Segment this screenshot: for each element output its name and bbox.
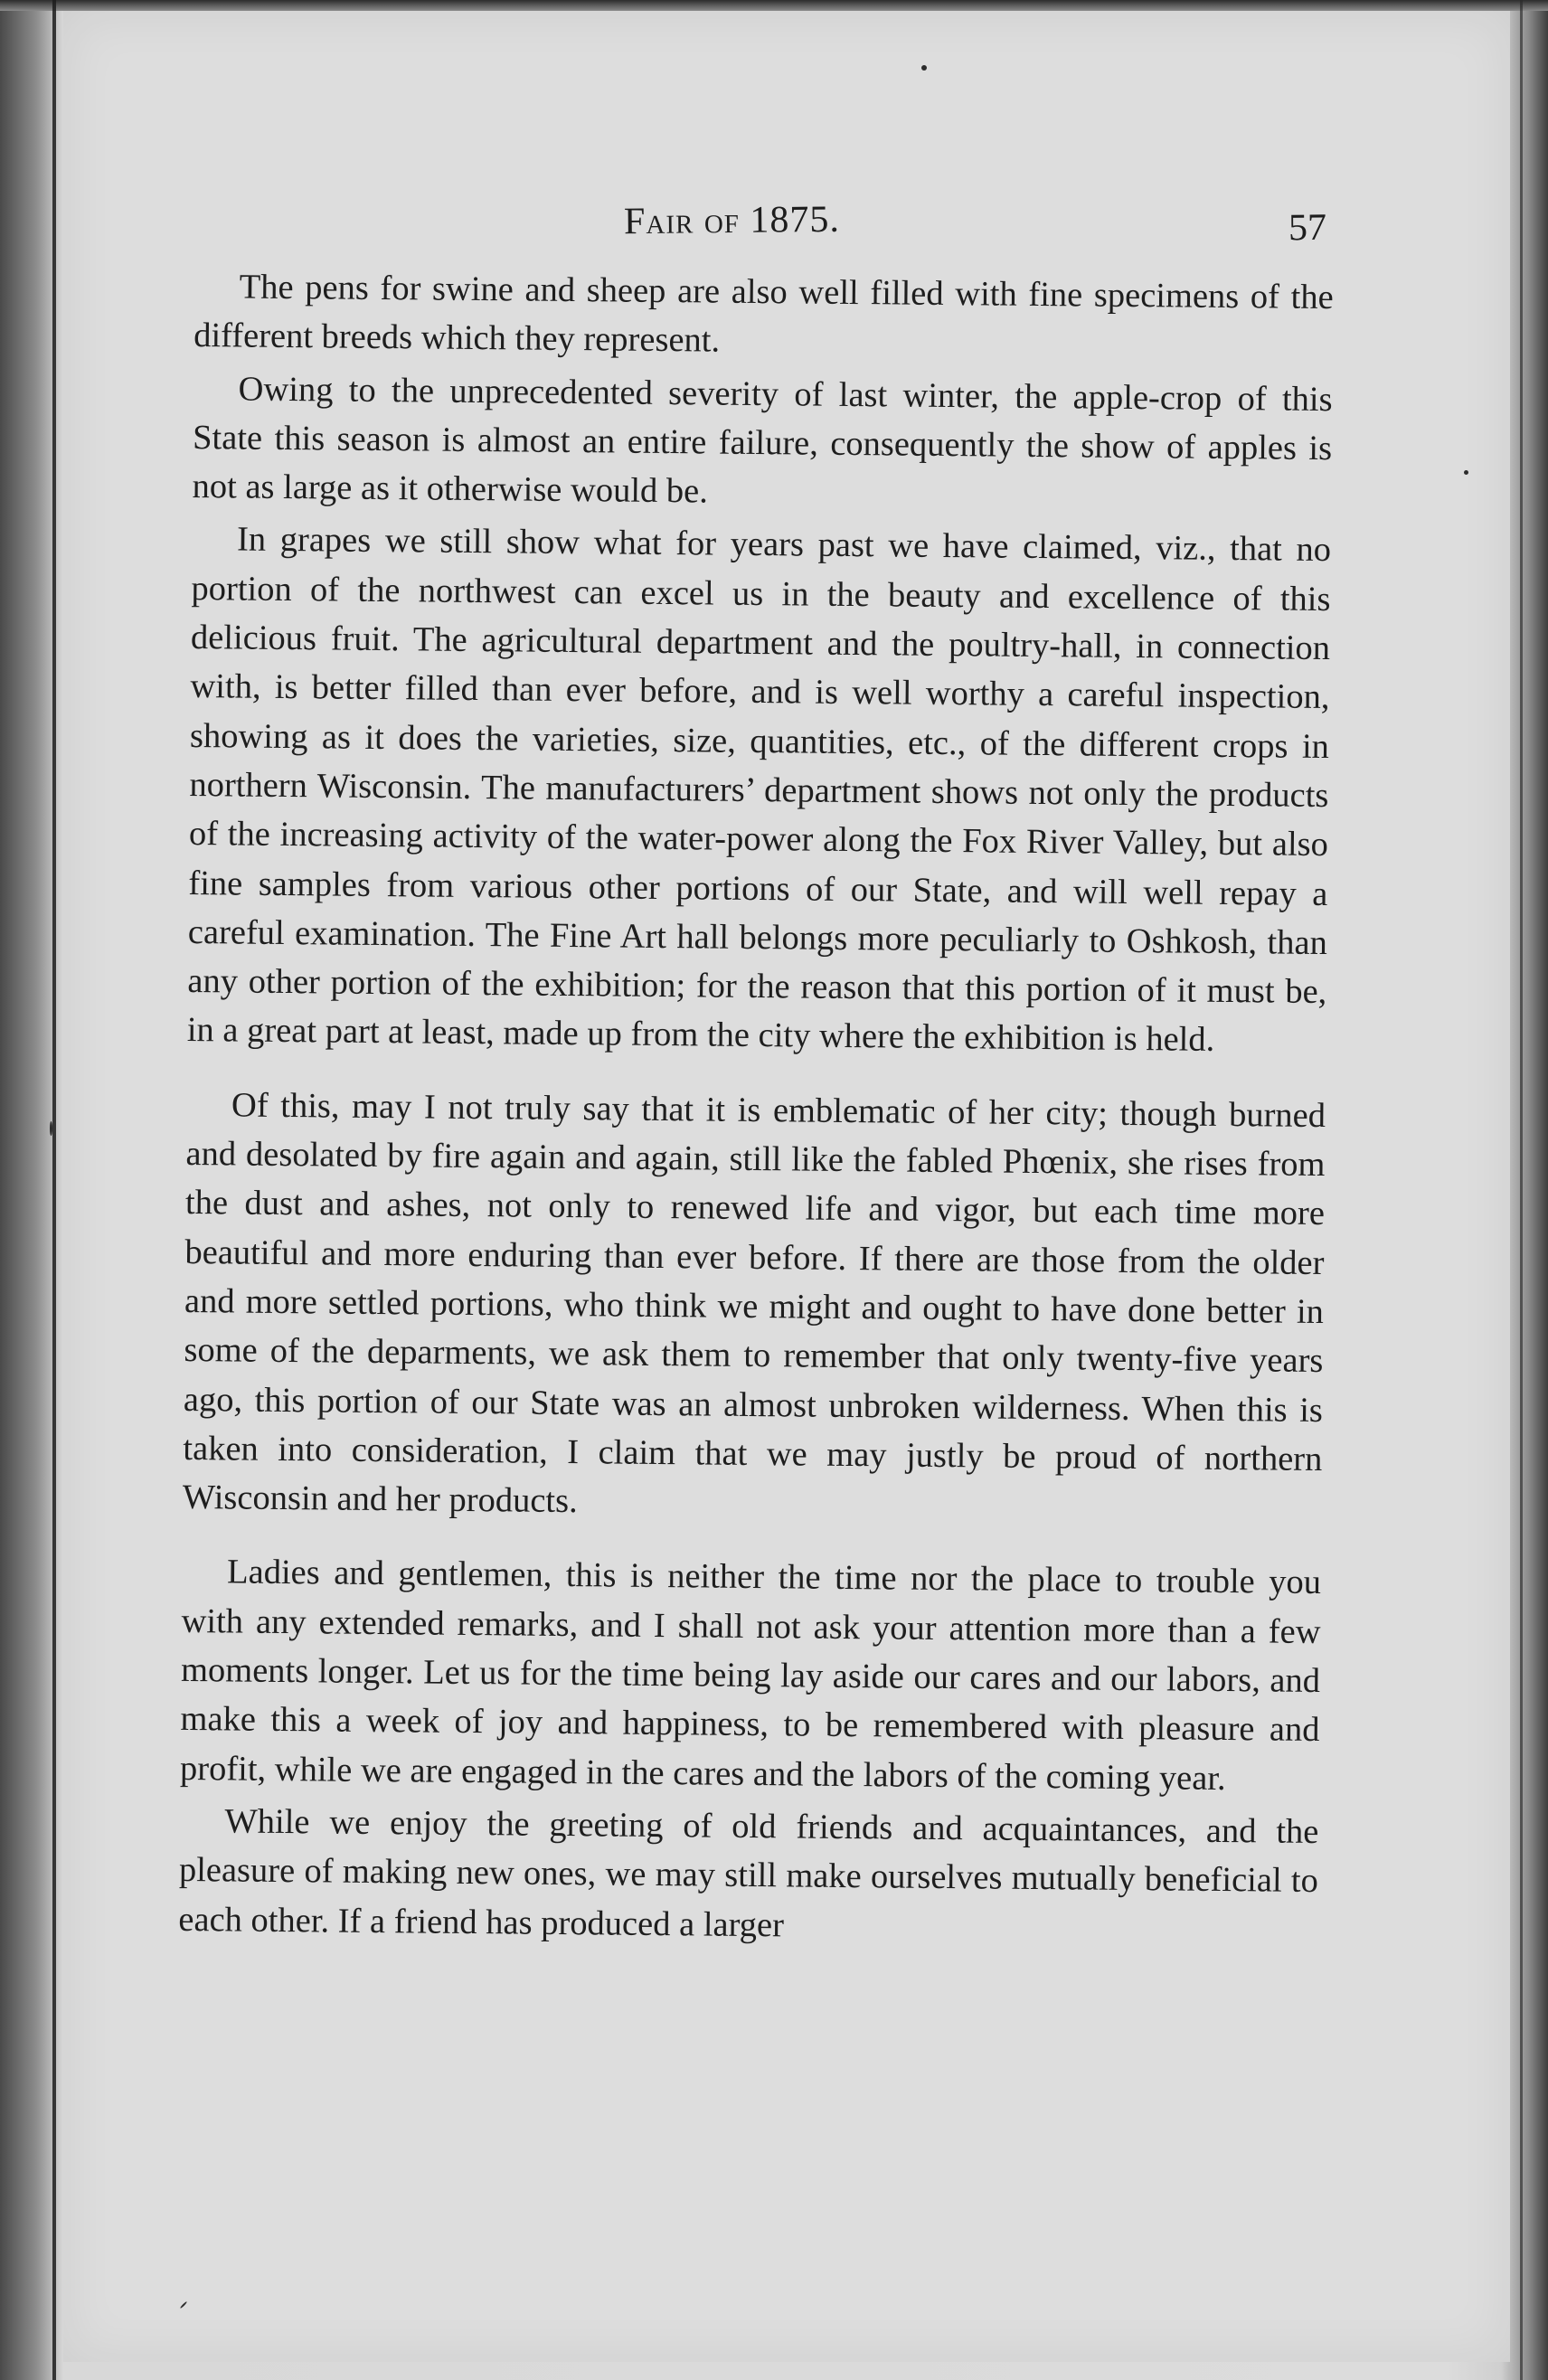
page-number: 57 <box>1288 206 1327 250</box>
binding-edge-left <box>52 0 56 2380</box>
running-title: Fair of 1875. <box>623 198 841 243</box>
paragraph-ladies-gentlemen: Ladies and gentlemen, this is neither the time nor the place to trouble you with any extended remarks, and I shall not ask your attention more than a few moments longer. Let us for the time being lay aside our cares and our labors, and make this a week of joy and happiness, to be remembered with pleasure and profit, while we are engaged in the cares and the labors of the coming year. <box>179 1553 1322 1798</box>
running-header <box>194 197 1334 251</box>
scan-top-edge <box>0 0 1548 11</box>
body-text <box>178 262 1334 1959</box>
paragraph-city-phoenix: Of this, may I not truly say that it is emblematic of her city; though burned and desolated by fire again and again, still like the fabled Phœnix, she rises from the dust and ashes, not only to renewed life and vigor, but each time more beautiful and more enduring than ever before. If there are those from the older and more settled portions, who think we might and ought to have done better in some of the deparments, we ask them to remember that only twenty-five years ago, this portion of our State was an almost unbroken wilderness. When this is taken into consideration, I claim that we may justly be proud of northern Wisconsin and her products. <box>182 1086 1326 1521</box>
paragraph-swine-sheep: The pens for swine and sheep are also well filled with fine specimens of the different breeds which they represent. <box>194 268 1334 360</box>
binding-edge-right <box>1520 0 1523 2380</box>
paragraph-friends: While we enjoy the greeting of old friends and acquaintances, and the pleasure of making new ones, we may still make ourselves mutually beneficial to each other. If a friend has produced a larger <box>178 1802 1319 1944</box>
paragraph-apple-crop: Owing to the unprecedented severity of last winter, the apple-crop of this State this season is almost an entire failure, consequently the show of apples is not as large as it otherwise would be. <box>192 370 1333 511</box>
paragraph-grapes-exhibits: In grapes we still show what for years past we have claimed, viz., that no portion of the northwest can excel us in the beauty and excellence of this delicious fruit. The agricultural department and the poultry-hall, in connection with, is better filled than ever before, and is well worthy a careful inspection, showing as it does the varieties, size, quantities, etc., of the different crops in northern Wisconsin. The manufacturers’ department shows not only the products of the increasing activity of the water-power along the Fox River Valley, but also fine samples from various other portions of our State, and will well repay a careful examination. The Fine Art hall belongs more peculiarly to Oshkosh, than any other portion of the exhibition; for the reason that this portion of it must be, in a great part at least, made up from the city where the exhibition is held. <box>186 520 1332 1060</box>
